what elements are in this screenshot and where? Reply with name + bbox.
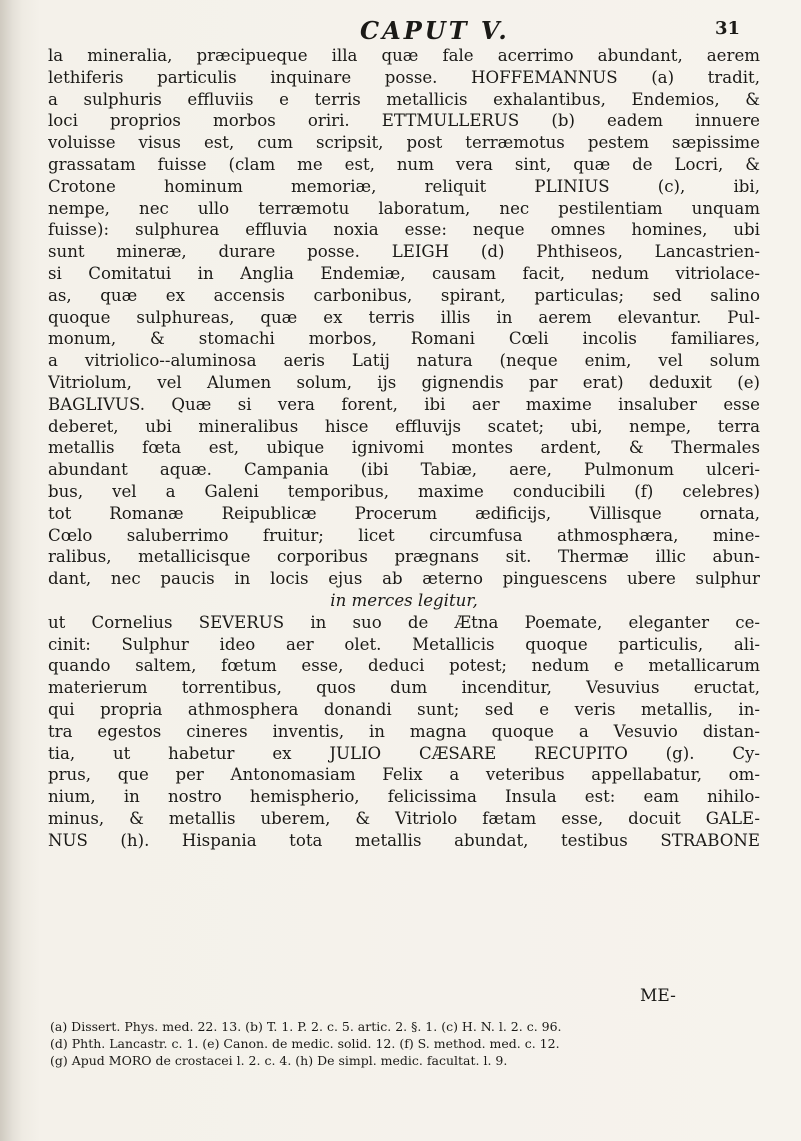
text-line: monum, & stomachi morbos, Romani Cœli incolis familiares,: [48, 329, 760, 349]
text-line: materierum torrentibus, quos dum incenditur, Vesuvius eructat,: [48, 678, 760, 698]
footnote-line: (d) Phth. Lancastr. c. 1. (e) Canon. de medic. solid. 12. (f) S. method. med. c. 12.: [50, 1036, 560, 1051]
text-line: abundant aquæ. Campania (ibi Tabiæ, aere, Pulmonum ulceri-: [48, 460, 760, 480]
text-line: si Comitatui in Anglia Endemiæ, causam facit, nedum vitriolace-: [48, 263, 760, 283]
text-line: lethiferis particulis inquinare posse. HOFFEMANNUS (a) tradit,: [48, 67, 760, 87]
text-line: minus, & metallis uberem, & Vitriolo fætam esse, docuit GALE-: [48, 808, 760, 828]
text-line: ralibus, metallicisque corporibus prægnans sit. Thermæ illic abun-: [48, 547, 760, 567]
text-line: a vitriolico--aluminosa aeris Latij natura (neque enim, vel solum: [48, 351, 760, 371]
catchword: ME-: [640, 986, 676, 1006]
text-line: sunt mineræ, durare posse. LEIGH (d) Phthiseos, Lancastrien-: [48, 242, 760, 262]
text-line: la mineralia, præcipueque illa quæ fale acerrimo abundant, aerem: [48, 46, 760, 65]
text-line: quando saltem, fœtum esse, deduci potest; nedum e metallicarum: [48, 656, 760, 676]
text-line: prus, que per Antonomasiam Felix a veteribus appellabatur, om-: [48, 765, 760, 785]
text-line: tot Romanæ Reipublicæ Procerum ædificijs, Villisque ornata,: [48, 503, 760, 523]
footnote-line: (a) Dissert. Phys. med. 22. 13. (b) T. 1. P. 2. c. 5. artic. 2. §. 1. (c) H. N. l. 2. c. 96.: [50, 1019, 562, 1034]
body-text: [48, 45, 760, 851]
text-line: deberet, ubi mineralibus hisce effluvijs scatet; ubi, nempe, terra: [48, 416, 760, 436]
text-line: a sulphuris effluviis e terris metallicis exhalantibus, Endemios, &: [48, 89, 760, 109]
text-line: nium, in nostro hemispherio, felicissima Insula est: eam nihilo-: [48, 787, 760, 807]
text-line: grassatam fuisse (clam me est, num vera sint, quæ de Locri, &: [48, 154, 760, 174]
text-line: voluisse visus est, cum scripsit, post terræmotus pestem sæpissime: [48, 133, 760, 153]
text-line: dant, nec paucis in locis ejus ab æterno pinguescens ubere sulphur: [48, 569, 760, 589]
text-line: metallis fœta est, ubique ignivomi montes ardent, & Thermales: [48, 438, 760, 458]
quoted-verse: in merces legitur,: [330, 590, 478, 610]
text-line: Crotone hominum memoriæ, reliquit PLINIUS (c), ibi,: [48, 176, 760, 196]
text-line: BAGLIVUS. Quæ si vera forent, ibi aer maxime insaluber esse: [48, 394, 760, 414]
text-line: quoque sulphureas, quæ ex terris illis in aerem elevantur. Pul-: [48, 307, 760, 327]
text-line: fuisse): sulphurea effluvia noxia esse: neque omnes homines, ubi: [48, 220, 760, 240]
footnote-line: (g) Apud MORO de crostacei l. 2. c. 4. (h) De simpl. medic. facultat. l. 9.: [50, 1053, 508, 1068]
text-line: Cœlo saluberrimo fruitur; licet circumfusa athmosphæra, mine-: [48, 525, 760, 545]
text-line: cinit: Sulphur ideo aer olet. Metallicis quoque particulis, ali-: [48, 634, 760, 654]
text-line: bus, vel a Galeni temporibus, maxime conducibili (f) celebres): [48, 481, 760, 501]
page-header: [360, 16, 740, 46]
text-line: loci proprios morbos oriri. ETTMULLERUS (b) eadem innuere: [48, 111, 760, 131]
text-line: tia, ut habetur ex JULIO CÆSARE RECUPITO (g). Cy-: [48, 743, 760, 763]
footnotes: [50, 1018, 750, 1069]
text-line: as, quæ ex accensis carbonibus, spirant, particulas; sed salino: [48, 285, 760, 305]
text-line: qui propria athmosphera donandi sunt; sed e veris metallis, in-: [48, 699, 760, 719]
text-line: ut Cornelius SEVERUS in suo de Ætna Poemate, eleganter ce-: [48, 612, 760, 632]
page-number: 31: [714, 18, 740, 39]
text-line: NUS (h). Hispania tota metallis abundat, testibus STRABONE: [48, 830, 760, 850]
running-head: CAPUT V.: [360, 16, 510, 45]
text-line: tra egestos cineres inventis, in magna quoque a Vesuvio distan-: [48, 721, 760, 741]
text-line: nempe, nec ullo terræmotu laboratum, nec pestilentiam unquam: [48, 198, 760, 218]
text-line: Vitriolum, vel Alumen solum, ijs gignendis par erat) deduxit (e): [48, 372, 760, 392]
page-binding-edge: [0, 0, 22, 1141]
